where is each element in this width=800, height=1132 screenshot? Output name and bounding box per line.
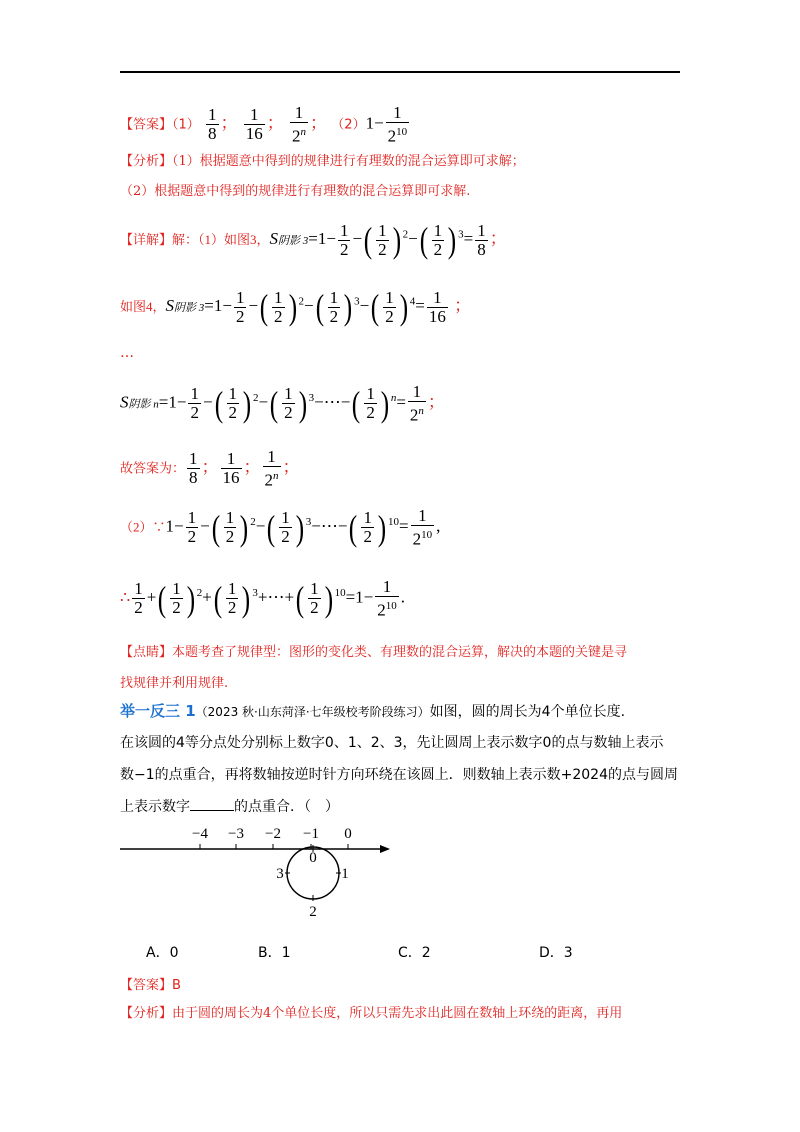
- problem-line-4: 上表示数字 的点重合．（ ）: [120, 796, 339, 818]
- therefore-answer: 故答案为： $\frac{1}{8}$ ； $\frac{1}{16}$ ； $\frac{1}{2^n}$ ；: [120, 447, 300, 490]
- analysis-line-1: 【分析】（1）根据题意中得到的规律进行有理数的混合运算即可求解；: [120, 154, 525, 169]
- axis-tick-label: −4: [192, 826, 208, 842]
- fraction-1-2-10: $\frac{1}{2^{10}}$: [387, 103, 408, 146]
- axis-tick-label: −3: [228, 826, 244, 842]
- so-line: ∴ $\frac{1}{2}$ +( $\frac{1}{2}$ ) $^2$+( $\frac{1}{2}$ ) $^3$+⋯+( $\frac{1}{2}$ ) $^{10}$=1− $\frac{1}{2^{10}}$ .: [120, 577, 405, 620]
- comment-line-1: 【点睛】本题考查了规律型：图形的变化类、有理数的混合运算，解决的本题的关键是寻: [120, 645, 628, 660]
- circle-label-top: 0: [309, 850, 317, 866]
- axis-tick-label: −1: [303, 826, 319, 842]
- detail-line-sn: S阴影 n=1− $\frac{1}{2}$ −( $\frac{1}{2}$ ) $^2$−( $\frac{1}{2}$ ) $^3$−⋯−( $\frac{1}{2}$ ) $^n$= $\frac{1}{2^n}$ ；: [120, 382, 445, 425]
- header-rule: [120, 71, 680, 73]
- answer-blank: [190, 796, 234, 811]
- part2-line: （2）∵1− $\frac{1}{2}$ −( $\frac{1}{2}$ ) $^2$−( $\frac{1}{2}$ ) $^3$−⋯−( $\frac{1}{2}$ ) $^{10}$= $\frac{1}{2^{10}}$ ,: [120, 506, 441, 549]
- detail-line-2: 如图4，S阴影 3=1− $\frac{1}{2}$ −( $\frac{1}{2}$ ) $^2$−( $\frac{1}{2}$ ) $^3$−( $\frac{1}{2}$ ) $^4$= $\frac{1}{16}$ ；: [120, 287, 472, 327]
- problem-line-2: 在该圆的4等分点处分别标上数字0、1、2、3，先让圆周上表示数字0的点与数轴上表示: [120, 735, 664, 751]
- circle-label-left: 3: [276, 866, 284, 882]
- analysis-line-2: （2）根据题意中得到的规律进行有理数的混合运算即可求解.: [120, 184, 471, 199]
- answer-tag: 【答案】: [120, 117, 173, 133]
- option-a[interactable]: A．0: [146, 945, 179, 961]
- problem-line-3: 数−1的点重合，再将数轴按逆时针方向环绕在该圆上．则数轴上表示数+2024的点与圆周: [120, 767, 678, 783]
- option-d[interactable]: D．3: [539, 945, 573, 961]
- circle-label-right: 1: [341, 866, 349, 882]
- detail-line-1: 【详解】解：（1）如图3，S阴影 3=1− $\frac{1}{2}$ −( $\frac{1}{2}$ ) $^2$−( $\frac{1}{2}$ ) $^3$= $\frac{1}{8}$ ；: [120, 220, 507, 260]
- axis-tick-label: −2: [265, 826, 281, 842]
- axis-arrow-icon: [380, 845, 390, 853]
- option-c[interactable]: C．2: [398, 945, 431, 961]
- fraction-1-2n: $\frac{1}{2^n}$: [292, 103, 307, 146]
- fraction-1-16: $\frac{1}{16}$: [245, 105, 263, 144]
- fraction-1-8: $\frac{1}{8}$: [208, 105, 217, 144]
- comment-line-2: 找规律并利用规律.: [120, 676, 229, 691]
- answer2-line: 【答案】B: [120, 978, 181, 993]
- problem-line-1: 举一反三 1（2023 秋·山东菏泽·七年级校考阶段练习）如图，圆的周长为4个单位长度.: [120, 702, 626, 720]
- number-line-figure: [118, 822, 398, 922]
- analysis2-line: 【分析】由于圆的周长为4个单位长度，所以只需先求出此圆在数轴上环绕的距离，再用: [120, 1006, 623, 1021]
- ellipsis: …: [120, 345, 134, 361]
- option-b[interactable]: B．1: [258, 945, 291, 961]
- answer-line: 【答案】（1） $\frac{1}{8}$ ； $\frac{1}{16}$ ； $\frac{1}{2^n}$ ； （2）1− $\frac{1}{2^{10}}$: [120, 103, 408, 146]
- axis-tick-label: 0: [344, 826, 352, 842]
- circle-label-bottom: 2: [309, 904, 317, 920]
